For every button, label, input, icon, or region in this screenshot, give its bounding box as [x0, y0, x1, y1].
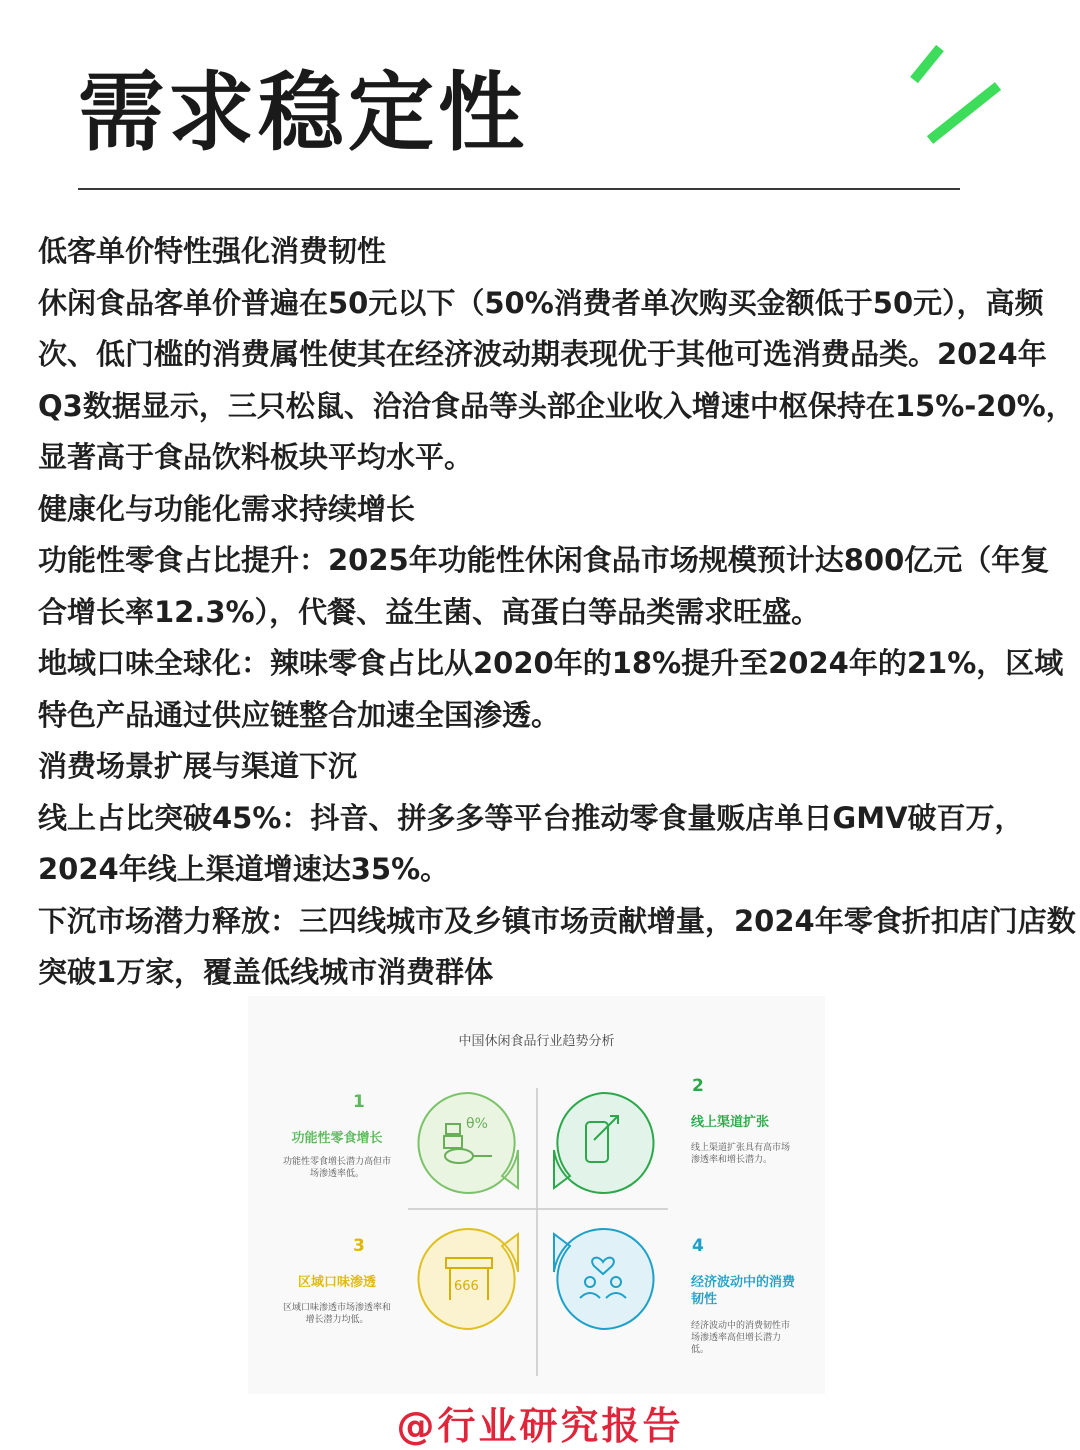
section-heading: 消费场景扩展与渠道下沉 [38, 749, 358, 783]
quadrant-1-title: 功能性零食增长 [291, 1131, 383, 1146]
store-icon [414, 1224, 524, 1334]
quadrant-4-desc: 经济波动中的消费韧性市场渗透率高但增长潜力低。 [691, 1321, 791, 1355]
paragraph: 线上占比突破45%：抖音、拼多多等平台推动零食量贩店单日GMV破百万，2024年线上渠道增速达35%。 [38, 800, 1024, 886]
quadrant-2-desc: 线上渠道扩张具有高市场渗透率和增长潜力。 [691, 1143, 791, 1165]
food-bowl-icon [414, 1088, 524, 1198]
phone-growth-icon [548, 1088, 658, 1198]
footer-source: @行业研究报告 [396, 1404, 684, 1448]
svg-text:666: 666 [454, 1279, 479, 1294]
svg-text:θ%: θ% [466, 1116, 488, 1132]
quadrant-3-title: 区域口味渗透 [297, 1275, 376, 1290]
section-heading: 健康化与功能化需求持续增长 [38, 491, 416, 526]
quadrant-3-desc: 区域口味渗透市场渗透率和增长潜力均低。 [282, 1303, 391, 1325]
quadrant-1-number: 1 [353, 1092, 365, 1112]
people-heart-icon [548, 1224, 658, 1334]
quadrant-3-number: 3 [353, 1236, 365, 1256]
paragraph: 下沉市场潜力释放：三四线城市及乡镇市场贡献增量，2024年零食折扣店门店数突破1万家，覆盖低线城市消费群体 [38, 903, 1076, 989]
quadrant-2-title: 线上渠道扩张 [691, 1115, 770, 1130]
quadrant-1-desc: 功能性零食增长潜力高但市场渗透率低。 [282, 1157, 391, 1179]
paragraph: 地域口味全球化：辣味零食占比从2020年的18%提升至2024年的21%，区域特色产品通过供应链整合加速全国渗透。 [38, 646, 1064, 732]
quadrant-4-number: 4 [692, 1236, 704, 1256]
quadrant-2-number: 2 [692, 1076, 704, 1096]
infographic-title: 中国休闲食品行业趋势分析 [458, 1034, 615, 1049]
paragraph: 休闲食品客单价普遍在50元以下（50%消费者单次购买金额低于50元），高频次、低门槛的消费属性使其在经济波动期表现优于其他可选消费品类。2024年Q3数据显示，三只松鼠、洽洽食品等头部企业收入增速中枢保持在15%-20%，显著高于食品饮料板块平均水平。 [38, 285, 1075, 474]
paragraph: 功能性零食占比提升：2025年功能性休闲食品市场规模预计达800亿元（年复合增长率12.3%），代餐、益生菌、高蛋白等品类需求旺盛。 [38, 543, 1050, 629]
page-title: 需求稳定性 [78, 63, 528, 163]
section-heading: 低客单价特性强化消费韧性 [38, 234, 387, 268]
decorative-slash-icon [900, 40, 1010, 150]
quadrant-4-title: 经济波动中的消费韧性 [691, 1275, 796, 1307]
body-text [38, 226, 1078, 999]
trend-infographic [248, 996, 825, 1394]
title-divider [78, 188, 960, 190]
